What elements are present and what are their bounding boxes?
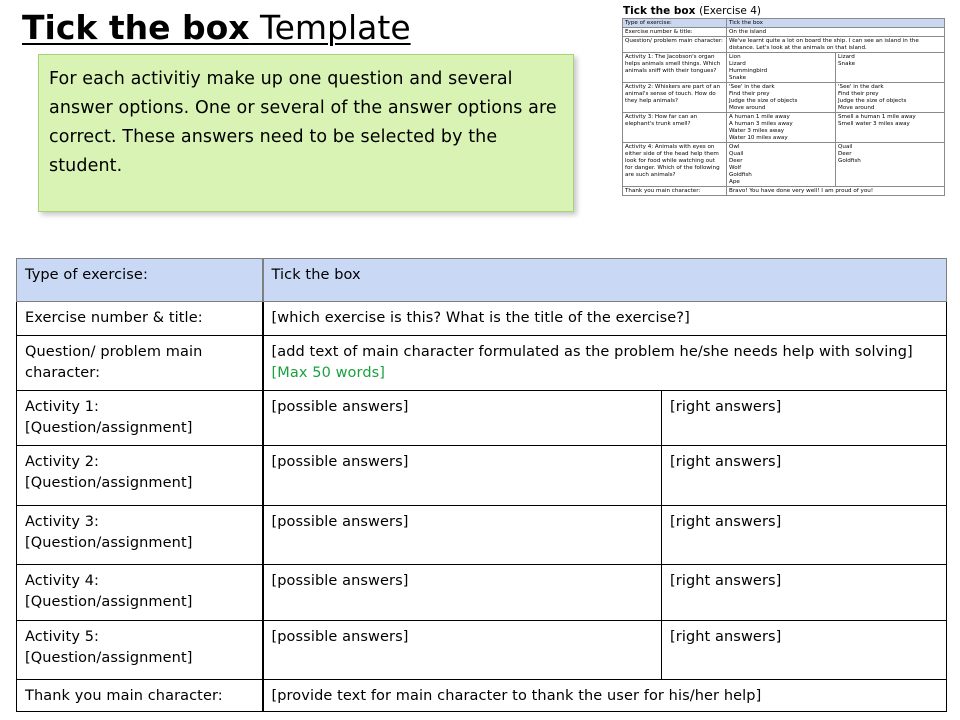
page-title [22, 8, 411, 48]
thanks-value: [provide text for main character to thank the user for his/her help] [263, 680, 947, 712]
example-answers: Bravo! You have done very well! I am proud of you! [727, 187, 945, 196]
type-label: Type of exercise: [17, 259, 263, 302]
table-row-activity-3 [17, 506, 947, 565]
example-answers: A human 1 mile away A human 3 miles away Water 3 miles away Water 10 miles away [727, 113, 836, 143]
activity-label: Activity 4: [Question/assignment] [17, 565, 263, 621]
table-row-thanks [17, 680, 947, 712]
example-answers: On the island [727, 28, 945, 37]
example-row [623, 187, 945, 196]
title-bold: Tick the box [22, 8, 250, 47]
template-table [16, 258, 947, 712]
question-cell [263, 336, 947, 391]
example-row [623, 28, 945, 37]
example-thumbnail [620, 4, 946, 256]
example-right: Quail Deer Goldfish [836, 143, 945, 187]
instructions-note: For each activitiy make up one question and several answer options. One or several of the answer options are correct. These answers need to be selected by the student. [38, 54, 574, 212]
activity-label: Activity 1: [Question/assignment] [17, 391, 263, 446]
exercise-label: Exercise number & title: [17, 302, 263, 336]
example-label: Thank you main character: [623, 187, 727, 196]
activity-label: Activity 3: [Question/assignment] [17, 506, 263, 565]
example-heading-rest: (Exercise 4) [699, 5, 761, 17]
example-right: Smell a human 1 mile away Smell water 3 miles away [836, 113, 945, 143]
table-row-activity-1 [17, 391, 947, 446]
example-answers: 'See' in the dark Find their prey Judge the size of objects Move around [727, 83, 836, 113]
example-label: Question/ problem main character: [623, 37, 727, 53]
table-row-activity-4 [17, 565, 947, 621]
example-heading [623, 4, 946, 18]
thanks-label: Thank you main character: [17, 680, 263, 712]
type-value: Tick the box [263, 259, 947, 302]
table-row-exercise [17, 302, 947, 336]
example-table [622, 18, 945, 196]
right-answers: [right answers] [662, 565, 947, 621]
exercise-value: [which exercise is this? What is the title of the exercise?] [263, 302, 947, 336]
right-answers: [right answers] [662, 506, 947, 565]
example-row [623, 19, 945, 28]
example-answers: Owl Quail Deer Wolf Goldfish Ape [727, 143, 836, 187]
table-row-activity-5 [17, 621, 947, 680]
example-row [623, 113, 945, 143]
example-answers: Lion Lizard Hummingbird Snake [727, 53, 836, 83]
example-label: Type of exercise: [623, 19, 727, 28]
example-label: Activity 4: Animals with eyes on either side of the head help them look for food while watching out for danger. Which of the following are such animals? [623, 143, 727, 187]
word-limit: [Max 50 words] [271, 365, 386, 381]
possible-answers: [possible answers] [263, 506, 662, 565]
example-answers: Tick the box [727, 19, 945, 28]
example-label: Exercise number & title: [623, 28, 727, 37]
possible-answers: [possible answers] [263, 621, 662, 680]
activity-label: Activity 2: [Question/assignment] [17, 446, 263, 506]
right-answers: [right answers] [662, 621, 947, 680]
example-right: 'See' in the dark Find their prey Judge the size of objects Move around [836, 83, 945, 113]
possible-answers: [possible answers] [263, 391, 662, 446]
title-rest: Template [249, 8, 411, 47]
table-row-activity-2 [17, 446, 947, 506]
example-row [623, 53, 945, 83]
example-heading-bold: Tick the box [623, 5, 696, 17]
right-answers: [right answers] [662, 446, 947, 506]
example-row [623, 37, 945, 53]
example-right: Lizard Snake [836, 53, 945, 83]
example-label: Activity 2: Whiskers are part of an animal's sense of touch. How do they help animals? [623, 83, 727, 113]
example-row [623, 143, 945, 187]
example-label: Activity 1: The Jacobson's organ helps animals smell things. Which animals sniff with their tongues? [623, 53, 727, 83]
question-label: Question/ problem main character: [17, 336, 263, 391]
example-label: Activity 3: How far can an elephant's trunk smell? [623, 113, 727, 143]
example-row [623, 83, 945, 113]
activity-label: Activity 5: [Question/assignment] [17, 621, 263, 680]
table-row-question [17, 336, 947, 391]
right-answers: [right answers] [662, 391, 947, 446]
possible-answers: [possible answers] [263, 565, 662, 621]
possible-answers: [possible answers] [263, 446, 662, 506]
table-row-type [17, 259, 947, 302]
question-value: [add text of main character formulated as the problem he/she needs help with solving] [271, 344, 913, 360]
example-answers: We've learnt quite a lot on board the ship. I can see an island in the distance. Let's look at the animals on that island. [727, 37, 945, 53]
